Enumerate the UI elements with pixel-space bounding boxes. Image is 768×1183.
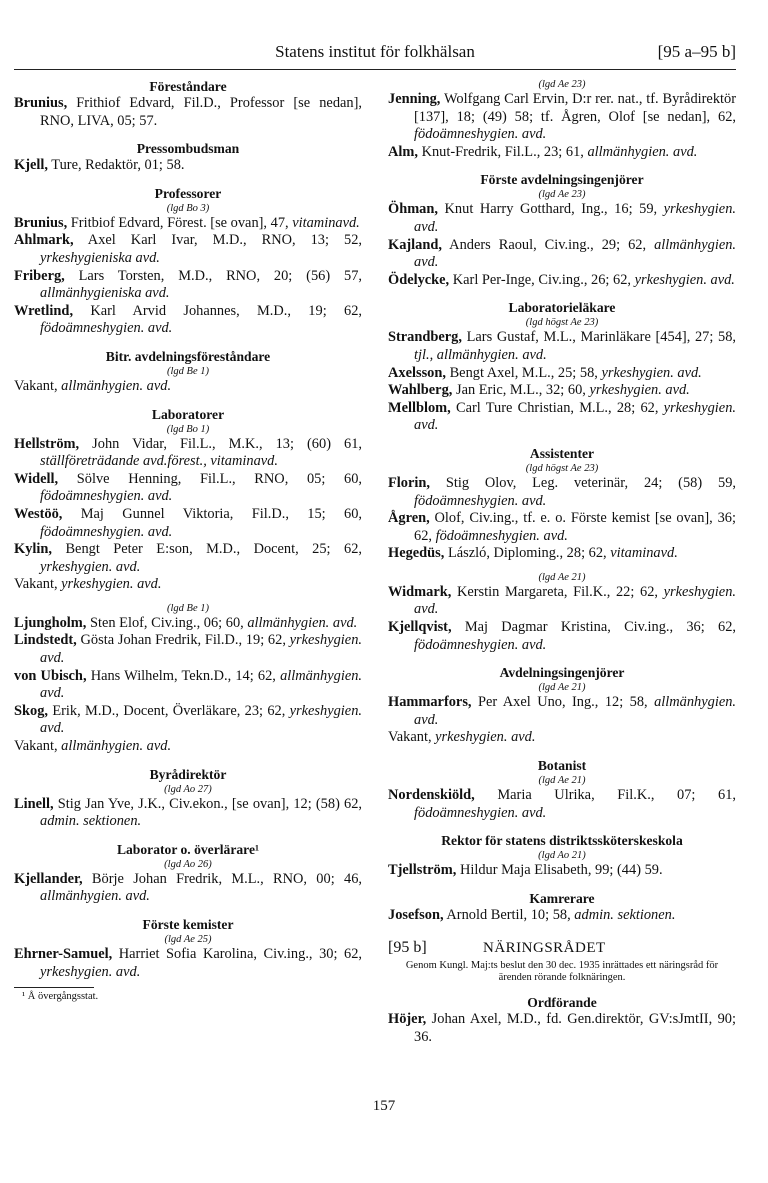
staff-name: Kjell, xyxy=(14,157,48,174)
staff-details: Carl Ture Christian, M.L., 28; 62, xyxy=(450,399,664,416)
staff-department: födoämneshygien. avd. xyxy=(40,488,173,505)
staff-name: Ehrner-Samuel, xyxy=(14,946,113,962)
staff-name: Ljungholm, xyxy=(14,614,87,631)
staff-department: yrkeshygien. avd. xyxy=(589,382,690,399)
staff-entry xyxy=(14,632,362,667)
staff-name: Brunius, xyxy=(14,95,68,111)
staff-details: László, Diploming., 28; 62, xyxy=(444,545,611,562)
staff-details: Harriet Sofia Karolina, Civ.ing., 30; 62, xyxy=(112,946,362,962)
section-heading: Förste avdelningsingenjörer xyxy=(480,172,644,188)
section-title: NÄRINGSRÅDET xyxy=(483,940,606,957)
staff-details: Maria Ulrika, Fil.K., 07; 61, xyxy=(474,787,736,804)
staff-name: von Ubisch, xyxy=(14,667,87,684)
staff-entry xyxy=(14,378,362,396)
staff-department: vitaminavd. xyxy=(292,214,360,231)
staff-details: Frithiof Edvard, Fil.D., Professor [se nedan], RNO, LIVA, 05; 57. xyxy=(40,95,362,129)
staff-entry xyxy=(14,215,362,233)
staff-department: allmänhygien. avd. xyxy=(414,236,736,271)
staff-entry xyxy=(388,237,736,272)
staff-name: Hammarfors, xyxy=(388,694,472,711)
staff-department: födoämneshygien. avd. xyxy=(414,126,547,143)
section-heading: Föreståndare xyxy=(149,79,227,94)
staff-details: Sölve Henning, Fil.L., RNO, 05; 60, xyxy=(58,470,362,487)
staff-name: Ödelycke, xyxy=(388,271,450,288)
staff-entry xyxy=(14,703,362,738)
grade-label: (lgd högst Ae 23) xyxy=(525,462,599,474)
staff-entry xyxy=(388,475,736,510)
staff-details: Knut-Fredrik, Fil.L., 23; 61, xyxy=(417,143,588,160)
staff-entry xyxy=(14,668,362,703)
staff-name: Ågren, xyxy=(388,510,430,527)
grade-label: (lgd Ao 27) xyxy=(164,783,212,795)
section-heading: Laboratorer xyxy=(151,406,225,422)
staff-details: Börje Johan Fredrik, M.L., RNO, 00; 46, xyxy=(82,870,362,887)
staff-entry xyxy=(388,1011,736,1046)
grade-label: (lgd Be 1) xyxy=(167,365,209,377)
staff-department: yrkeshygien. avd. xyxy=(40,632,362,667)
staff-details: Olof, Civ.ing., tf. e. o. Förste kemist [se ovan], 36; 62, xyxy=(414,510,736,544)
staff-details: Kerstin Margareta, Fil.K., 22; 62, xyxy=(451,583,664,600)
staff-details: Stig Jan Yve, J.K., Civ.ekon., [se ovan], 12; (58) 62, xyxy=(53,795,362,812)
staff-department: tjl., allmänhygien. avd. xyxy=(414,346,547,363)
staff-department: födoämneshygien. avd. xyxy=(40,523,173,540)
staff-details: Sten Elof, Civ.ing., 06; 60, xyxy=(86,614,248,631)
staff-name: Josefson, xyxy=(388,906,444,923)
staff-department: yrkeshygien. avd. xyxy=(601,364,702,381)
grade-label: (lgd Ao 21) xyxy=(538,850,586,862)
staff-department: allmänhygien. avd. xyxy=(247,614,358,631)
section-heading: Laborator o. överlärare¹ xyxy=(116,841,260,857)
staff-name: Hegedüs, xyxy=(388,545,445,562)
staff-entry xyxy=(388,619,736,654)
staff-name: Skog, xyxy=(14,702,48,719)
staff-entry xyxy=(14,303,362,338)
footnote-rule xyxy=(14,987,94,988)
staff-details: Hildur Maja Elisabeth, 99; (44) 59. xyxy=(456,862,663,879)
staff-details: Jan Eric, M.L., 32; 60, xyxy=(452,382,590,399)
section-heading: Kamrerare xyxy=(529,890,595,906)
staff-name: Mellblom, xyxy=(388,399,451,416)
staff-name: Höjer, xyxy=(388,1011,427,1028)
staff-entry xyxy=(388,400,736,435)
staff-name: Linell, xyxy=(14,795,54,812)
staff-name: Kjellander, xyxy=(14,870,83,887)
staff-entry xyxy=(388,545,736,563)
section-title-row xyxy=(388,938,736,958)
left-column xyxy=(14,78,362,1004)
staff-details: Karl Per-Inge, Civ.ing., 26; 62, xyxy=(449,271,635,288)
staff-name: Nordenskiöld, xyxy=(388,787,475,804)
staff-entry xyxy=(388,729,736,747)
staff-details: Arnold Bertil, 10; 58, xyxy=(443,906,575,923)
staff-department: allmänhygien. avd. xyxy=(40,888,150,905)
staff-entry xyxy=(14,796,362,831)
staff-department: allmänhygien. avd. xyxy=(61,738,172,755)
staff-name: Kjellqvist, xyxy=(388,619,452,636)
staff-details: Vakant, xyxy=(14,738,62,755)
staff-details: Bengt Axel, M.L., 25; 58, xyxy=(445,364,602,381)
staff-details: Fritbiof Edvard, Förest. [se ovan], 47, xyxy=(67,214,293,231)
running-header-title: Statens institut för folkhälsan xyxy=(275,42,475,61)
staff-entry xyxy=(388,787,736,822)
grade-label: (lgd Be 1) xyxy=(167,602,209,614)
staff-department: yrkeshygien. avd. xyxy=(40,558,141,575)
staff-details: Lars Gustaf, M.L., Marinläkare [454], 27; 58, xyxy=(461,329,736,346)
section-heading: Laboratorieläkare xyxy=(508,300,616,316)
running-header xyxy=(14,38,736,70)
staff-name: Florin, xyxy=(388,474,430,491)
section-heading: Professorer xyxy=(154,185,222,201)
staff-entry xyxy=(14,576,362,594)
staff-name: Wahlberg, xyxy=(388,382,453,399)
staff-entry xyxy=(14,436,362,471)
staff-name: Ahlmark, xyxy=(14,232,74,249)
staff-name: Alm, xyxy=(388,143,418,160)
staff-department: yrkeshygien. avd. xyxy=(61,576,162,593)
staff-details: Per Axel Uno, Ing., 12; 58, xyxy=(471,694,655,711)
staff-entry xyxy=(388,510,736,545)
right-column xyxy=(388,78,736,1047)
staff-details: Gösta Johan Fredrik, Fil.D., 19; 62, xyxy=(76,632,290,649)
staff-name: Axelsson, xyxy=(388,364,446,381)
staff-details: Knut Harry Gotthard, Ing., 16; 59, xyxy=(437,201,664,218)
staff-entry xyxy=(14,946,362,981)
section-heading: Byrådirektör xyxy=(149,766,227,782)
staff-department: födoämneshygien. avd. xyxy=(414,636,547,653)
staff-name: Lindstedt, xyxy=(14,632,77,649)
grade-label: (lgd Ae 25) xyxy=(164,934,212,945)
staff-entry xyxy=(14,871,362,906)
grade-label: (lgd Ae 21) xyxy=(538,775,586,787)
staff-details: Karl Arvid Johannes, M.D., 19; 62, xyxy=(73,302,362,319)
section-heading: Bitr. avdelningsföreståndare xyxy=(105,348,271,364)
staff-department: födoämneshygien. avd. xyxy=(40,320,173,337)
staff-entry xyxy=(388,862,736,880)
staff-department: admin. sektionen. xyxy=(574,906,676,923)
staff-department: yrkeshygien. avd. xyxy=(40,963,141,980)
staff-entry xyxy=(388,907,736,925)
staff-department: admin. sektionen. xyxy=(40,813,142,830)
staff-entry xyxy=(388,382,736,400)
section-heading: Assistenter xyxy=(529,445,595,461)
grade-label: (lgd Ao 26) xyxy=(164,858,212,870)
page-number: 157 xyxy=(372,1098,396,1114)
staff-name: Tjellström, xyxy=(388,862,457,879)
staff-department: ställföreträdande avd.förest., vitaminavd. xyxy=(40,453,278,470)
staff-name: Widmark, xyxy=(388,583,452,600)
grade-label: (lgd Bo 3) xyxy=(166,202,210,214)
staff-name: Kylin, xyxy=(14,541,52,558)
staff-department: födoämneshygien. avd. xyxy=(414,492,547,509)
staff-details: Vakant, xyxy=(14,576,62,593)
staff-details: Bengt Peter E:son, M.D., Docent, 25; 62, xyxy=(52,541,362,558)
staff-entry xyxy=(388,91,736,144)
staff-name: Strandberg, xyxy=(388,329,462,346)
staff-department: vitaminavd. xyxy=(610,545,678,562)
staff-department: yrkeshygien. avd. xyxy=(414,399,736,434)
staff-details: Anders Raoul, Civ.ing., 29; 62, xyxy=(441,236,655,253)
staff-entry xyxy=(14,541,362,576)
staff-entry xyxy=(388,694,736,729)
section-heading: Förste kemister xyxy=(142,917,234,932)
staff-department: yrkeshygien. avd. xyxy=(414,201,736,235)
section-heading: Ordförande xyxy=(527,995,597,1011)
section-note: Genom Kungl. Maj:ts beslut den 30 dec. 1935 inrättades ett näringsråd för ärenden rörande folknäringen. xyxy=(405,960,719,984)
header-rule xyxy=(14,69,736,70)
staff-department: allmänhygieniska avd. xyxy=(40,285,170,302)
staff-entry xyxy=(14,95,362,130)
staff-department: allmänhygien. avd. xyxy=(61,377,172,394)
staff-details: Wolfgang Carl Ervin, D:r rer. nat., tf. Byrådirektör [137], 18; (49) 58; tf. Ågren, Olof [se nedan], 62, xyxy=(414,91,736,125)
staff-department: allmänhygien. avd. xyxy=(414,694,736,728)
staff-name: Wretlind, xyxy=(14,302,74,319)
grade-label: (lgd Ae 23) xyxy=(538,79,586,90)
staff-department: yrkeshygien. avd. xyxy=(40,702,362,737)
section-code: [95 b] xyxy=(388,939,427,957)
staff-details: John Vidar, Fil.L., M.K., 13; (60) 61, xyxy=(79,435,362,452)
page-range: [95 a–95 b] xyxy=(657,42,736,61)
staff-details: Lars Torsten, M.D., RNO, 20; (56) 57, xyxy=(64,267,362,284)
footnote: ¹ Å övergångsstat. xyxy=(22,991,99,1003)
section-heading: Pressombudsman xyxy=(136,141,240,157)
staff-department: födoämneshygien. avd. xyxy=(414,804,547,821)
staff-entry xyxy=(388,201,736,236)
staff-details: Vakant, xyxy=(14,377,62,394)
staff-name: Westöö, xyxy=(14,505,63,522)
grade-label: (lgd Ae 21) xyxy=(538,571,586,583)
section-heading: Avdelningsingenjörer xyxy=(499,665,625,681)
staff-department: allmänhygien. avd. xyxy=(40,667,362,702)
grade-label: (lgd Ae 23) xyxy=(538,189,586,201)
staff-department: födoämneshygien. avd. xyxy=(435,527,568,544)
grade-label: (lgd högst Ae 23) xyxy=(525,317,599,329)
staff-name: Kajland, xyxy=(388,236,442,253)
staff-entry xyxy=(14,232,362,267)
section-heading: Botanist xyxy=(537,758,587,774)
staff-name: Öhman, xyxy=(388,201,438,218)
staff-details: Vakant, xyxy=(388,729,436,746)
staff-details: Maj Dagmar Kristina, Civ.ing., 36; 62, xyxy=(451,619,736,636)
staff-entry xyxy=(388,272,736,290)
staff-details: Ture, Redaktör, 01; 58. xyxy=(47,157,185,174)
staff-entry xyxy=(388,329,736,364)
section-heading: Rektor för statens distriktssköterskeskola xyxy=(441,833,683,849)
staff-department: yrkeshygien. avd. xyxy=(435,729,536,746)
staff-department: yrkeshygieniska avd. xyxy=(40,249,160,266)
staff-entry xyxy=(14,506,362,541)
staff-entry xyxy=(14,738,362,756)
staff-entry xyxy=(388,365,736,383)
staff-details: Axel Karl Ivar, M.D., RNO, 13; 52, xyxy=(73,232,362,249)
grade-label: (lgd Bo 1) xyxy=(166,423,210,435)
staff-department: yrkeshygien. avd. xyxy=(414,583,736,618)
staff-details: Erik, M.D., Docent, Överläkare, 23; 62, xyxy=(48,702,290,719)
grade-label: (lgd Ae 21) xyxy=(538,682,586,694)
staff-department: allmänhygien. avd. xyxy=(587,143,698,160)
staff-entry xyxy=(388,144,736,162)
staff-name: Hellström, xyxy=(14,435,80,452)
staff-entry xyxy=(14,157,362,175)
staff-details: Johan Axel, M.D., fd. Gen.direktör, GV:sJmtII, 90; 36. xyxy=(414,1011,736,1045)
staff-department: yrkeshygien. avd. xyxy=(634,271,735,288)
staff-name: Widell, xyxy=(14,470,59,487)
staff-entry xyxy=(14,268,362,303)
staff-name: Friberg, xyxy=(14,267,65,284)
staff-name: Jenning, xyxy=(388,91,441,107)
staff-details: Maj Gunnel Viktoria, Fil.D., 15; 60, xyxy=(62,505,362,522)
staff-name: Brunius, xyxy=(14,214,68,231)
staff-entry xyxy=(14,615,362,633)
staff-entry xyxy=(14,471,362,506)
staff-entry xyxy=(388,584,736,619)
staff-details: Stig Olov, Leg. veterinär, 24; (58) 59, xyxy=(429,474,736,491)
staff-details: Hans Wilhelm, Tekn.D., 14; 62, xyxy=(86,667,281,684)
